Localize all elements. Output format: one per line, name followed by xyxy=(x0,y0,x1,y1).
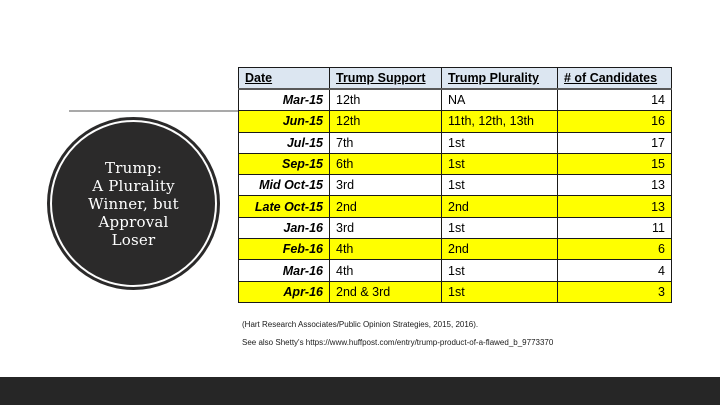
table-row xyxy=(239,89,672,111)
table-row xyxy=(239,153,672,174)
column-header: Trump Support xyxy=(330,68,442,90)
support-cell: 4th xyxy=(330,239,442,260)
date-cell: Mar-16 xyxy=(239,260,330,281)
candidates-cell: 11 xyxy=(558,217,672,238)
bottom-bar xyxy=(0,377,720,405)
title-circle xyxy=(47,117,220,290)
date-cell: Jun-15 xyxy=(239,111,330,132)
support-cell: 2nd & 3rd xyxy=(330,281,442,302)
table-header-row xyxy=(239,68,672,90)
candidates-cell: 13 xyxy=(558,196,672,217)
footnote xyxy=(242,320,553,356)
table-row xyxy=(239,281,672,302)
date-cell: Apr-16 xyxy=(239,281,330,302)
table-row xyxy=(239,175,672,196)
plurality-cell: 1st xyxy=(442,217,558,238)
support-cell: 3rd xyxy=(330,217,442,238)
table-row xyxy=(239,239,672,260)
support-cell: 3rd xyxy=(330,175,442,196)
support-cell: 6th xyxy=(330,153,442,174)
table-row xyxy=(239,196,672,217)
candidates-cell: 6 xyxy=(558,239,672,260)
support-cell: 7th xyxy=(330,132,442,153)
candidates-cell: 13 xyxy=(558,175,672,196)
column-header: Date xyxy=(239,68,330,90)
date-cell: Sep-15 xyxy=(239,153,330,174)
footnote-citation: (Hart Research Associates/Public Opinion Strategies, 2015, 2016). xyxy=(242,320,479,329)
candidates-cell: 4 xyxy=(558,260,672,281)
candidates-cell: 16 xyxy=(558,111,672,132)
date-cell: Mid Oct-15 xyxy=(239,175,330,196)
plurality-cell: NA xyxy=(442,89,558,111)
date-cell: Feb-16 xyxy=(239,239,330,260)
table-row xyxy=(239,260,672,281)
column-header: Trump Plurality xyxy=(442,68,558,90)
footnote-url: See also Shetty's https://www.huffpost.com/entry/trump-product-of-a-flawed_b_9773370 xyxy=(242,338,554,347)
plurality-cell: 1st xyxy=(442,153,558,174)
plurality-cell: 1st xyxy=(442,175,558,196)
slide-title-line: Loser xyxy=(111,230,156,249)
slide-title-line: A Plurality xyxy=(92,176,175,195)
slide-title-line: Winner, but xyxy=(88,194,179,213)
date-cell: Jan-16 xyxy=(239,217,330,238)
date-cell: Jul-15 xyxy=(239,132,330,153)
candidates-cell: 3 xyxy=(558,281,672,302)
candidates-cell: 17 xyxy=(558,132,672,153)
table-body xyxy=(239,89,672,302)
date-cell: Late Oct-15 xyxy=(239,196,330,217)
slide-title-line: Approval xyxy=(98,212,169,231)
plurality-cell: 1st xyxy=(442,132,558,153)
support-cell: 12th xyxy=(330,111,442,132)
plurality-cell: 2nd xyxy=(442,196,558,217)
plurality-cell: 1st xyxy=(442,260,558,281)
column-header: # of Candidates xyxy=(558,68,672,90)
results-table xyxy=(238,67,672,303)
support-cell: 2nd xyxy=(330,196,442,217)
slide-title xyxy=(88,159,179,249)
support-cell: 4th xyxy=(330,260,442,281)
candidates-cell: 14 xyxy=(558,89,672,111)
slide-title-line: Trump: xyxy=(105,158,162,177)
table-row xyxy=(239,111,672,132)
plurality-cell: 1st xyxy=(442,281,558,302)
plurality-cell: 11th, 12th, 13th xyxy=(442,111,558,132)
plurality-cell: 2nd xyxy=(442,239,558,260)
support-cell: 12th xyxy=(330,89,442,111)
table-row xyxy=(239,217,672,238)
date-cell: Mar-15 xyxy=(239,89,330,111)
table-row xyxy=(239,132,672,153)
results-table-container xyxy=(238,67,672,303)
candidates-cell: 15 xyxy=(558,153,672,174)
